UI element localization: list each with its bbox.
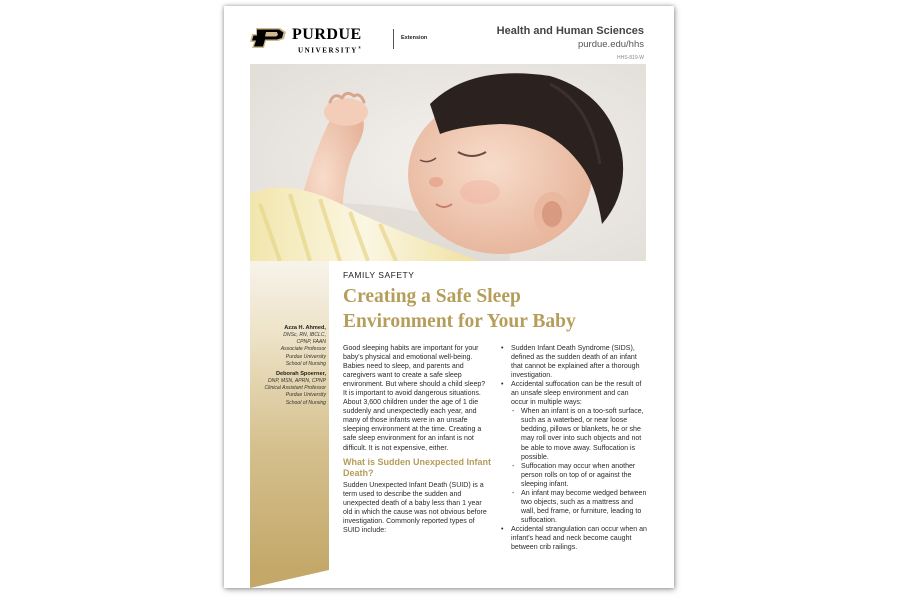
title-line: Environment for Your Baby (343, 311, 576, 332)
author-name: Azza H. Ahmed, (284, 325, 326, 331)
author-list (250, 324, 326, 409)
baby-illustration-icon (250, 64, 646, 261)
list-item: • Accidental strangulation can occur when an infant's head and neck become caught between crib railings. (501, 525, 647, 552)
author-credential: School of Nursing (285, 399, 326, 406)
section-subhead: What is Sudden Unexpected Infant Death? (343, 456, 492, 478)
author-credential: DNP, MSN, APRN, CPNP (267, 378, 326, 385)
author-credential: Purdue University (285, 353, 326, 360)
sleeping-baby-photo (250, 64, 646, 261)
list-item (501, 380, 647, 525)
sublist-item: - Suffocation may occur when another person rolls on top of or against the sleeping infant. (511, 462, 647, 489)
suffocation-sublist (511, 407, 647, 525)
trademark-mark: ® (357, 45, 361, 50)
author-credential: School of Nursing (285, 360, 326, 367)
sidebar-notch-shape (250, 570, 329, 588)
logo-divider (393, 29, 394, 49)
header-right (497, 25, 644, 63)
left-column (343, 344, 491, 535)
right-column (501, 344, 647, 552)
author-name: Deborah Spoerner, (275, 371, 326, 378)
sublist-item: - When an infant is on a too-soft surface, such as a waterbed, or near loose bedding, pillows or blankets, he or she may roll over into such objects and not be able to move away. Suffocation is possible. (511, 407, 647, 461)
author-credential: Clinical Assistant Professor (264, 385, 326, 392)
author-entry (250, 370, 326, 407)
logo-subtitle: UNIVERSITY® (298, 45, 361, 55)
sublist-item: - An infant may become wedged between two objects, such as a mattress and wall, bed frame, or furniture, leading to suffocation. (511, 489, 647, 525)
logo-wordmark: PURDUE (292, 26, 362, 43)
author-sidebar (250, 261, 329, 570)
title-line: Creating a Safe Sleep (343, 286, 521, 307)
publication-code: HHS-819-W (617, 55, 644, 61)
purdue-p-icon (250, 28, 286, 48)
department-url[interactable]: purdue.edu/hhs (577, 39, 644, 50)
article-title (343, 284, 643, 334)
suid-types-list (501, 344, 647, 552)
author-credential: Purdue University (285, 392, 326, 399)
department-title: Health and Human Sciences (496, 25, 644, 37)
author-credential: DNSc, RN, IBCLC, (283, 332, 326, 338)
section-label: FAMILY SAFETY (343, 270, 415, 280)
extension-label: Extension (401, 35, 428, 41)
author-entry (250, 324, 326, 368)
list-item: • Sudden Infant Death Syndrome (SIDS), defined as the sudden death of an infant that cannot be explained after a thorough investigation. (501, 344, 647, 380)
intro-paragraph: Good sleeping habits are important for your baby's physical and emotional well-being. Babies need to sleep, and parents and caregivers want to create a safe sleep environment. But where should a child sleep? It is important to avoid dangerous situations. About 3,600 children under the age of 1 die suddenly and unexpectedly each year, and many of those infants were in an unsafe sleeping environment at the time. Creating a safe sleep environment for an infant is not difficult. It is not expensive, either. (343, 345, 486, 452)
author-credential: Associate Professor (280, 346, 326, 353)
list-item-text: Accidental suffocation can be the result of an unsafe sleep environment and can occur in multiple ways: (511, 381, 642, 407)
author-credential: CPNP, FAAN (296, 339, 326, 346)
suid-paragraph: Sudden Unexpected Infant Death (SUID) is a term used to describe the sudden and unexpected death of a baby less than 1 year old in which the cause was not obvious before investigation. Commonly reported types of SUID include: (343, 481, 487, 534)
document-page (224, 6, 674, 588)
